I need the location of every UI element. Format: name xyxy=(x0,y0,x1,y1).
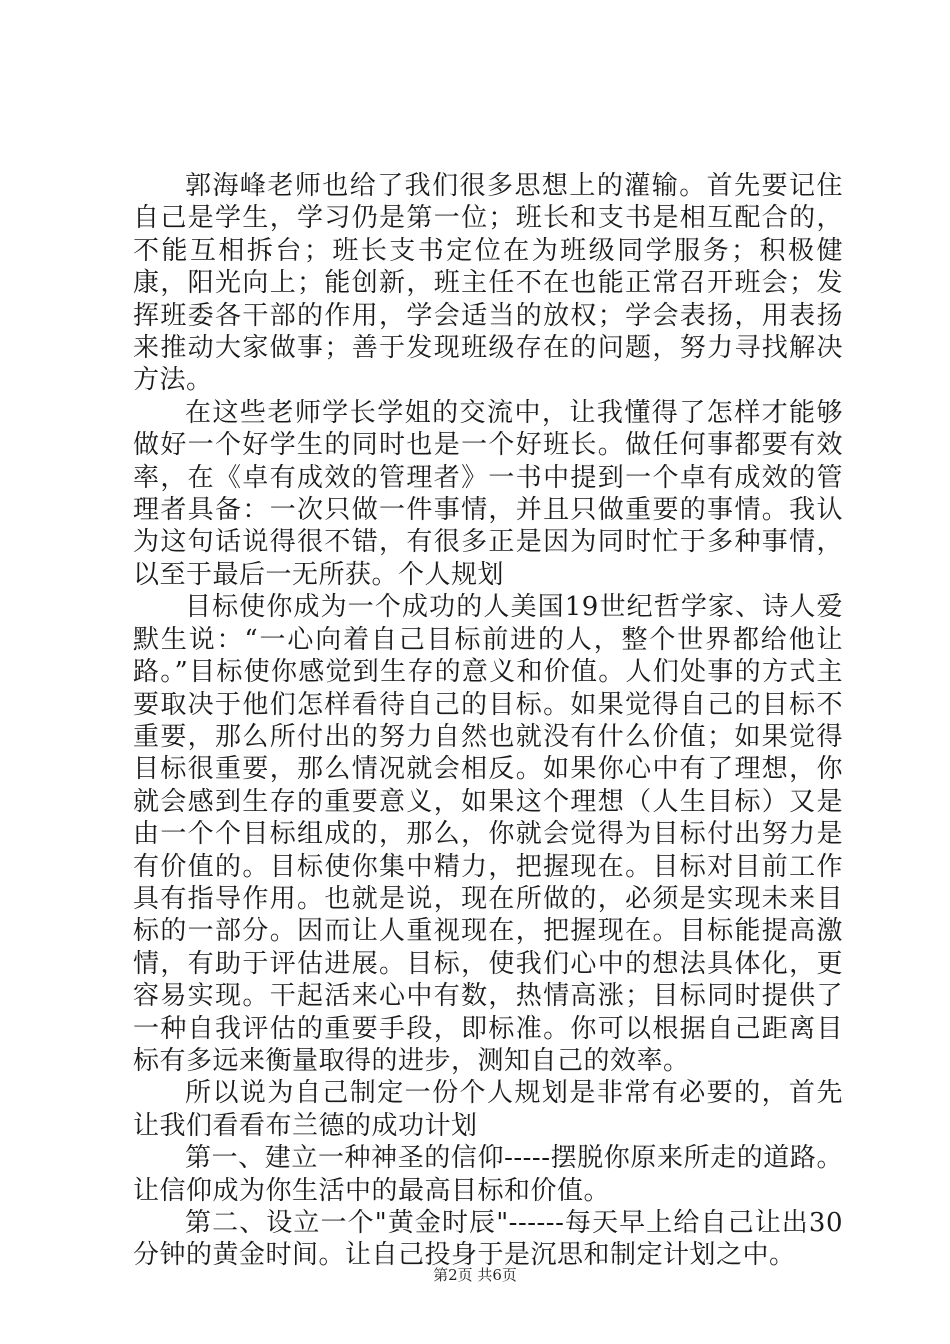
page-number-footer: 第2页 共6页 xyxy=(433,1266,517,1284)
paragraph-good-monitor: 在这些老师学长学姐的交流中，让我懂得了怎样才能够做好一个好学生的同时也是一个好班长。做任何事都要有效率，在《卓有成效的管理者》一书中提到一个卓有成效的管理者具备：一次只做一件事情，并且只做重要的事情。我认为这句话说得很不错，有很多正是因为同时忙于多种事情，以至于最后一无所获。个人规划 xyxy=(133,397,843,590)
paragraph-step-two: 第二、设立一个"黄金时辰"------每天早上给自己让出30分钟的黄金时间。让自己投身于是沉思和制定计划之中。 xyxy=(133,1208,843,1271)
paragraph-step-one: 第一、建立一种神圣的信仰-----摆脱你原来所走的道路。让信仰成为你生活中的最高目标和价值。 xyxy=(133,1143,843,1206)
paragraph-personal-plan: 所以说为自己制定一份个人规划是非常有必要的，首先让我们看看布兰德的成功计划 xyxy=(133,1078,843,1141)
paragraph-teacher-advice: 郭海峰老师也给了我们很多思想上的灌输。首先要记住自己是学生，学习仍是第一位；班长和支书是相互配合的，不能互相拆台；班长支书定位在为班级同学服务；积极健康，阳光向上；能创新，班主任不在也能正常召开班会；发挥班委各干部的作用，学会适当的放权；学会表扬，用表扬来推动大家做事；善于发现班级存在的问题，努力寻找解决方法。 xyxy=(133,171,843,396)
body-text xyxy=(133,170,843,1272)
paragraph-goals: 目标使你成为一个成功的人美国19世纪哲学家、诗人爱默生说：“一心向着自己目标前进的人，整个世界都给他让路。”目标使你感觉到生存的意义和价值。人们处事的方式主要取决于他们怎样看待自己的目标。如果觉得自己的目标不重要，那么所付出的努力自然也就没有什么价值；如果觉得目标很重要，那么情况就会相反。如果你心中有了理想，你就会感到生存的重要意义，如果这个理想（人生目标）又是由一个个目标组成的，那么，你就会觉得为目标付出努力是有价值的。目标使你集中精力，把握现在。目标对目前工作具有指导作用。也就是说，现在所做的，必须是实现未来目标的一部分。因而让人重视现在，把握现在。目标能提高激情，有助于评估进展。目标，使我们心中的想法具体化，更容易实现。干起活来心中有数，热情高涨；目标同时提供了一种自我评估的重要手段，即标准。你可以根据自己距离目标有多远来衡量取得的进步，测知自己的效率。 xyxy=(133,592,843,1076)
